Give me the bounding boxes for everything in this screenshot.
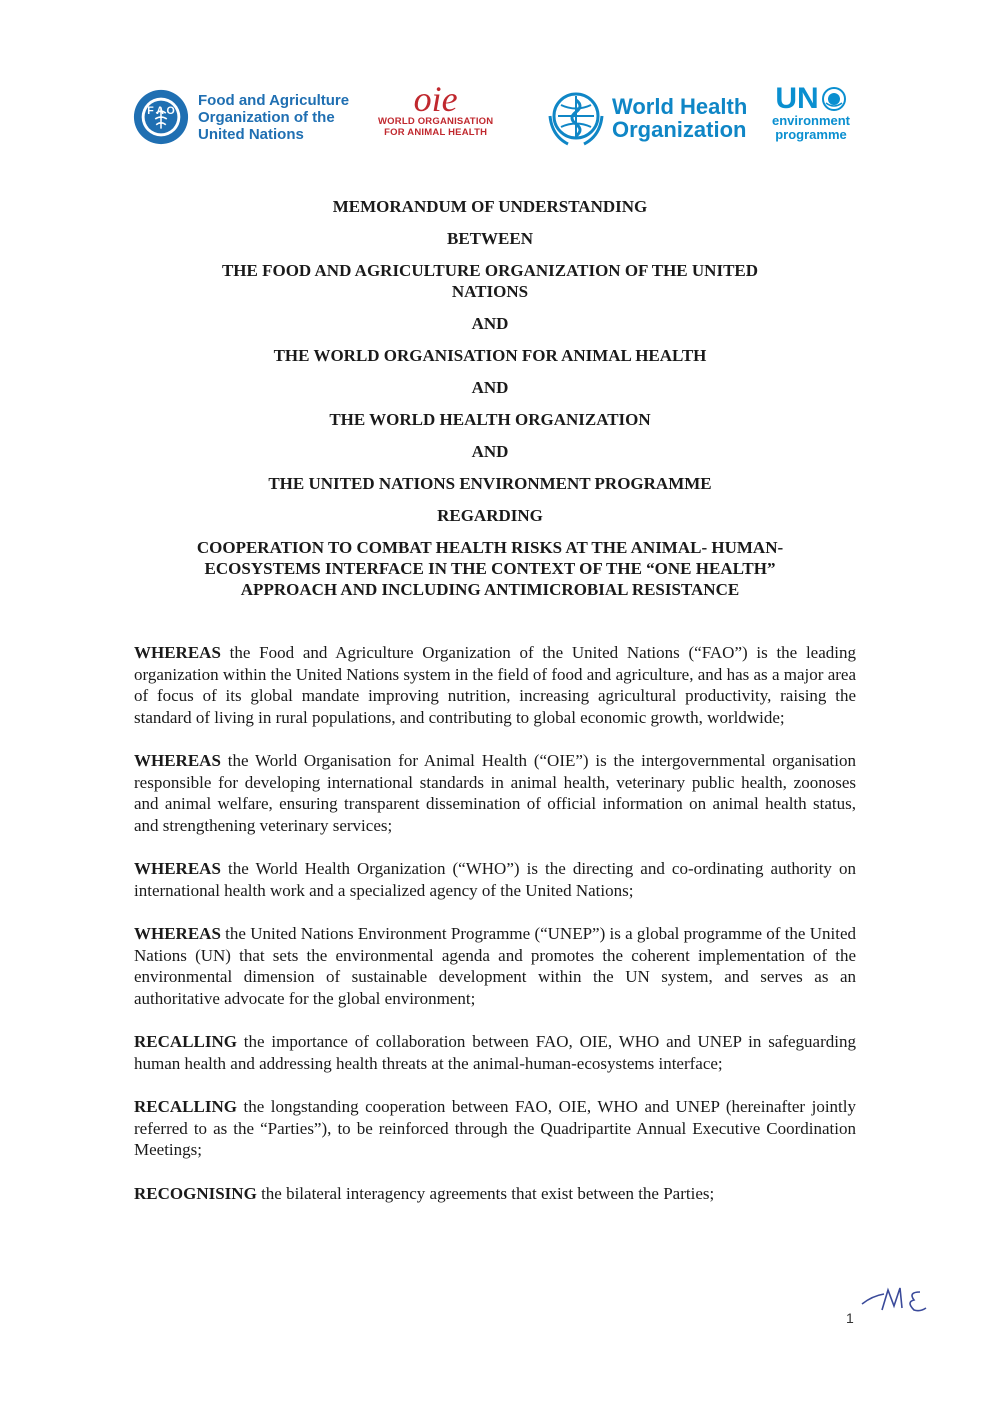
title-line: THE UNITED NATIONS ENVIRONMENT PROGRAMME bbox=[268, 474, 712, 493]
clause-keyword: WHEREAS bbox=[134, 859, 221, 878]
unep-logo bbox=[772, 84, 850, 142]
clause-paragraph bbox=[134, 923, 856, 1009]
unep-name-line2: programme bbox=[775, 127, 847, 142]
fao-name-line1: Food and Agriculture bbox=[198, 91, 350, 109]
clause-keyword: WHEREAS bbox=[134, 643, 221, 662]
clause-paragraph bbox=[134, 1096, 856, 1161]
clause-paragraph bbox=[134, 1183, 856, 1205]
document-body bbox=[134, 642, 856, 1226]
clause-text: the Food and Agriculture Organization of the United Nations (“FAO”) is the leading organization within the United Nations system in the field of food and agriculture, and has as a major area of focus of its global mandate improving nutrition, increasing agricultural productivity, raising the standard of living in rural populations, and contributing to global economic growth, worldwide; bbox=[134, 643, 856, 727]
who-logo bbox=[544, 86, 747, 150]
title-line: NATIONS bbox=[451, 282, 529, 301]
clause-paragraph bbox=[134, 858, 856, 901]
clause-text: the longstanding cooperation between FAO, OIE, WHO and UNEP (hereinafter jointly referred to as the “Parties”), to be reinforced through the Quadripartite Annual Executive Coordination Meetings; bbox=[134, 1097, 856, 1159]
svg-text:F A O: F A O bbox=[147, 105, 175, 118]
title-line: ECOSYSTEMS INTERFACE IN THE CONTEXT OF THE “ONE HEALTH” bbox=[204, 559, 776, 578]
oie-name-line1: WORLD ORGANISATION bbox=[378, 116, 494, 127]
clause-text: the World Health Organization (“WHO”) is the directing and co-ordinating authority on international health work and a specialized agency of the United Nations; bbox=[134, 859, 856, 900]
unep-un-text: UN bbox=[775, 82, 819, 115]
oie-name-line2: FOR ANIMAL HEALTH bbox=[384, 127, 488, 138]
title-line: REGARDING bbox=[437, 506, 543, 525]
clause-paragraph bbox=[134, 642, 856, 728]
title-line: AND bbox=[471, 314, 509, 333]
document-title bbox=[140, 196, 840, 600]
unep-name-line1: environment bbox=[772, 113, 851, 128]
fao-name-line3: United Nations bbox=[198, 125, 304, 143]
title-line: AND bbox=[471, 378, 509, 397]
fao-name-line2: Organization of the bbox=[198, 108, 335, 126]
fao-name bbox=[198, 92, 349, 143]
title-line: MEMORANDUM OF UNDERSTANDING bbox=[332, 197, 648, 216]
who-name-line1: World Health bbox=[612, 94, 748, 119]
title-line: COOPERATION TO COMBAT HEALTH RISKS AT THE ANIMAL- HUMAN- bbox=[196, 538, 784, 557]
title-line: AND bbox=[471, 442, 509, 461]
fao-emblem-icon bbox=[132, 88, 190, 146]
clause-text: the bilateral interagency agreements that exist between the Parties; bbox=[256, 1183, 715, 1203]
handwritten-initials bbox=[858, 1282, 948, 1322]
clause-paragraph bbox=[134, 1031, 856, 1074]
clause-keyword: WHEREAS bbox=[134, 924, 221, 943]
clause-text: the World Organisation for Animal Health (“OIE”) is the intergovernmental organisation responsible for developing international standards in animal health, veterinary public health, zoonoses and animal welfare, ensuring transparent dissemination of official information on animal health status, and strengthening veterinary services; bbox=[134, 751, 856, 835]
oie-mark: oie bbox=[413, 79, 458, 119]
title-line: BETWEEN bbox=[447, 229, 533, 248]
unep-mark bbox=[775, 84, 846, 114]
oie-name bbox=[378, 116, 493, 138]
clause-keyword: RECALLING bbox=[134, 1032, 237, 1051]
title-line: APPROACH AND INCLUDING ANTIMICROBIAL RESISTANCE bbox=[240, 580, 740, 599]
clause-paragraph bbox=[134, 750, 856, 836]
globe-icon bbox=[821, 86, 847, 112]
fao-logo bbox=[132, 88, 349, 146]
title-line: THE WORLD HEALTH ORGANIZATION bbox=[329, 410, 651, 429]
oie-logo bbox=[378, 79, 494, 138]
title-line: THE WORLD ORGANISATION FOR ANIMAL HEALTH bbox=[273, 346, 707, 365]
logo-bar bbox=[0, 80, 992, 160]
clause-keyword: WHEREAS bbox=[134, 751, 221, 770]
clause-text: the United Nations Environment Programme (“UNEP”) is a global programme of the United Nations (UN) that sets the environmental agenda and promotes the coherent implementation of the environmental dimension of sustainable development within the UN system, and serves as an authoritative advocate for the global environment; bbox=[134, 924, 856, 1008]
page-number: 1 bbox=[846, 1310, 854, 1326]
clause-keyword: RECOGNISING bbox=[134, 1183, 257, 1203]
who-emblem-icon bbox=[544, 86, 608, 150]
who-name bbox=[612, 95, 747, 141]
clause-keyword: RECALLING bbox=[134, 1097, 237, 1116]
who-name-line2: Organization bbox=[612, 117, 747, 142]
clause-text: the importance of collaboration between FAO, OIE, WHO and UNEP in safeguarding human health and addressing health threats at the animal-human-ecosystems interface; bbox=[134, 1032, 856, 1073]
title-line: THE FOOD AND AGRICULTURE ORGANIZATION OF THE UNITED bbox=[221, 261, 759, 280]
unep-name bbox=[772, 114, 850, 142]
